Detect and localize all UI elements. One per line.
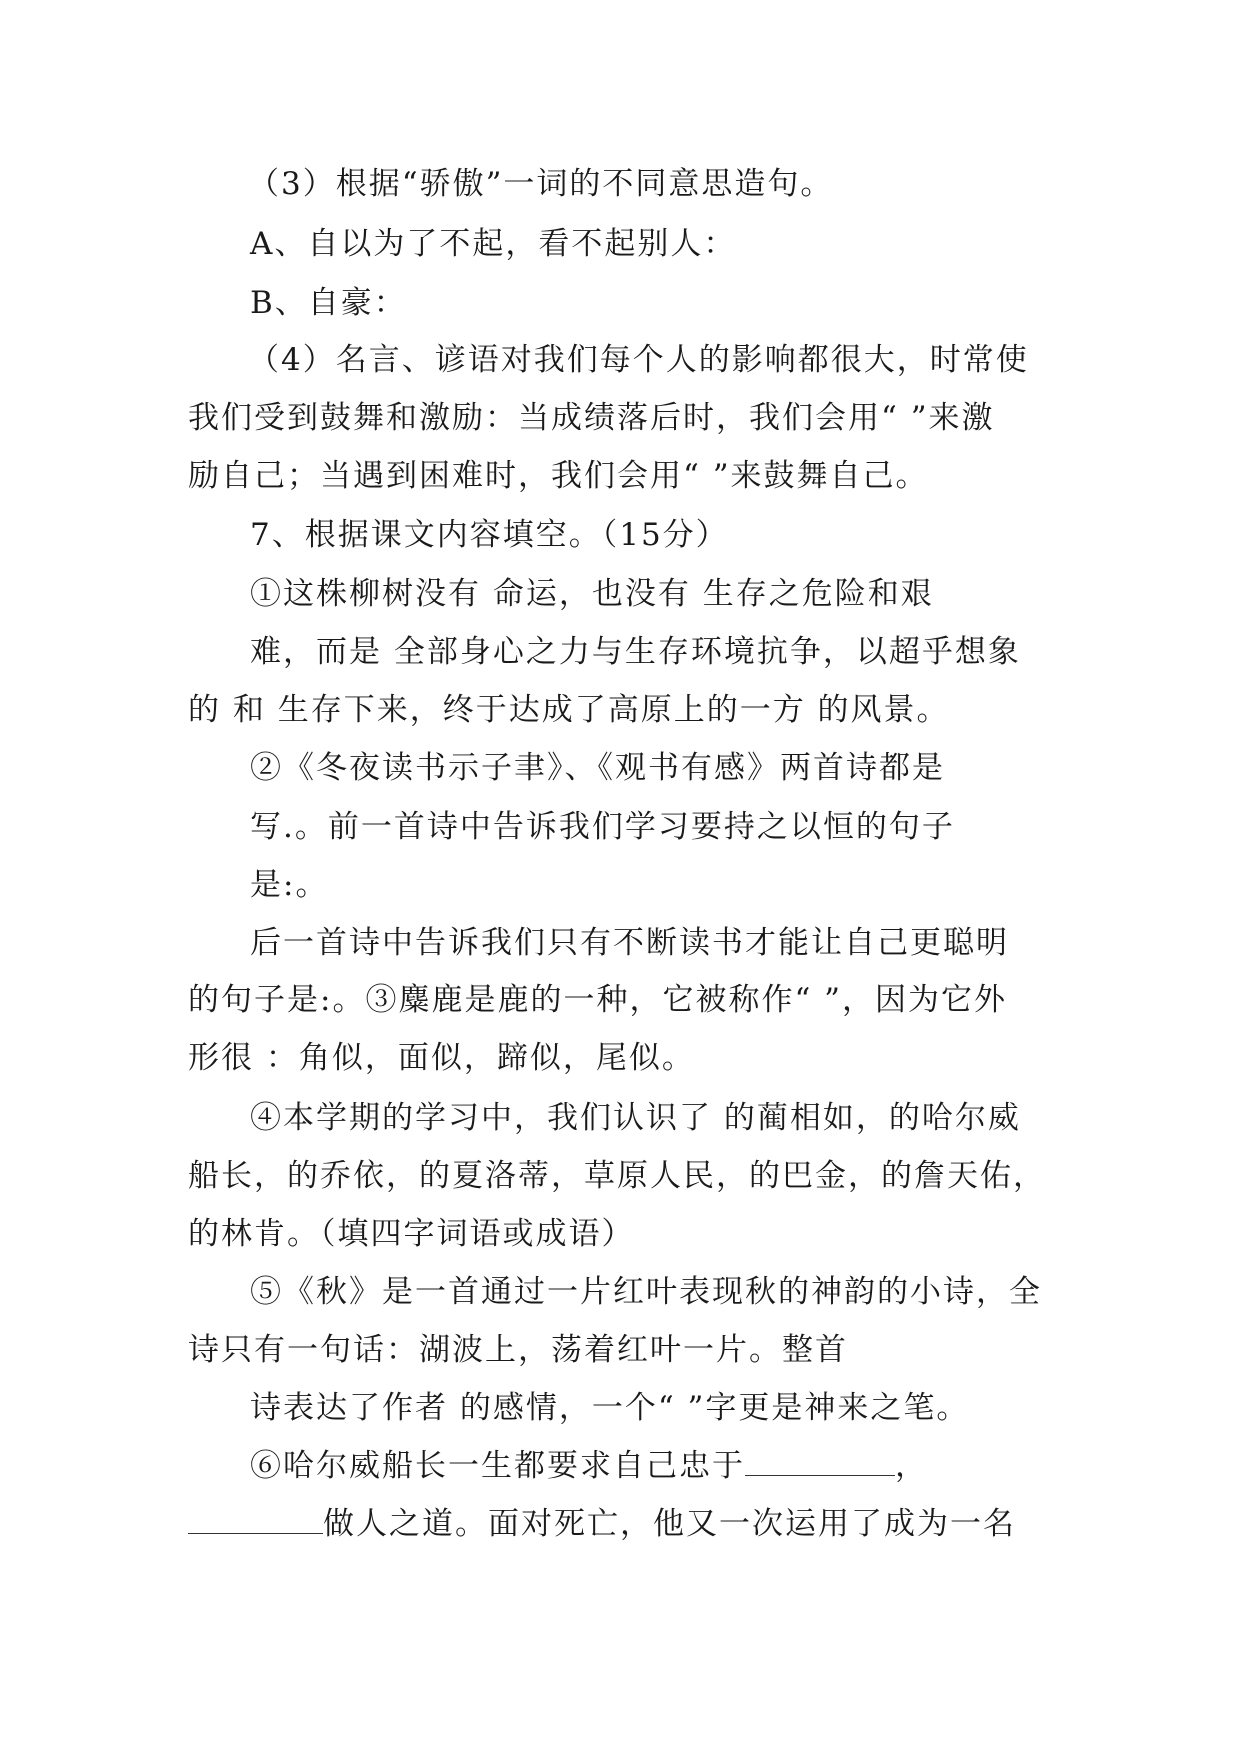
item-6-comma: ， — [895, 1448, 928, 1484]
item-4-line-2: 船长，的乔依，的夏洛蒂，草原人民，的巴金，的詹天佑， — [188, 1158, 1046, 1194]
item-3-line-1: 的句子是:。③麋鹿是鹿的一种，它被称作“ ”，因为它外 — [188, 982, 1007, 1018]
item-1-line-3: 的 和 生存下来，终于达成了高原上的一方 的风景。 — [188, 692, 950, 728]
question-7-heading: 7、根据课文内容填空。（15分） — [250, 517, 729, 553]
item-6-line-1 — [250, 1446, 928, 1486]
question-3-option-a: A、自以为了不起，看不起别人： — [250, 226, 737, 262]
item-5-line-1: ⑤《秋》是一首通过一片红叶表现秋的神韵的小诗，全 — [250, 1274, 1042, 1310]
item-3-line-2: 形很 ：角似，面似，蹄似，尾似。 — [188, 1040, 695, 1076]
item-2-line-3: 是:。 — [250, 867, 329, 903]
item-2-line-4: 后一首诗中告诉我们只有不断读书才能让自己更聪明 — [250, 925, 1009, 961]
question-4-line-1: （4）名言、谚语对我们每个人的影响都很大，时常使 — [248, 342, 1029, 378]
fill-in-blank[interactable] — [745, 1447, 895, 1476]
fill-in-blank[interactable] — [188, 1505, 323, 1534]
item-6-text-2: 做人之道。面对死亡，他又一次运用了成为一名 — [323, 1506, 1016, 1542]
question-3-option-b: B、自豪： — [250, 285, 407, 321]
question-3-prompt: （3）根据“骄傲”一词的不同意思造句。 — [248, 166, 834, 202]
item-5-line-3: 诗表达了作者 的感情，一个“ ”字更是神来之笔。 — [250, 1390, 970, 1426]
item-4-line-3: 的林肯。（填四字词语或成语） — [188, 1216, 635, 1252]
item-6-line-2 — [188, 1504, 1016, 1544]
item-5-line-2: 诗只有一句话：湖波上，荡着红叶一片。整首 — [188, 1332, 848, 1368]
question-4-line-2: 我们受到鼓舞和激励：当成绩落后时，我们会用“ ”来激 — [188, 400, 995, 436]
item-1-line-1: ①这株柳树没有 命运，也没有 生存之危险和艰 — [250, 576, 934, 612]
item-1-line-2: 难，而是 全部身心之力与生存环境抗争，以超乎想象 — [250, 634, 1021, 670]
item-6-text-1: ⑥哈尔威船长一生都要求自己忠于 — [250, 1448, 745, 1484]
question-4-line-3: 励自己；当遇到困难时，我们会用“ ”来鼓舞自己。 — [188, 458, 929, 494]
item-4-line-1: ④本学期的学习中，我们认识了 的蔺相如，的哈尔威 — [250, 1100, 1021, 1136]
item-2-line-2: 写.。前一首诗中告诉我们学习要持之以恒的句子 — [250, 809, 955, 845]
item-2-line-1: ②《冬夜读书示子聿》、《观书有感》两首诗都是 — [250, 750, 945, 786]
